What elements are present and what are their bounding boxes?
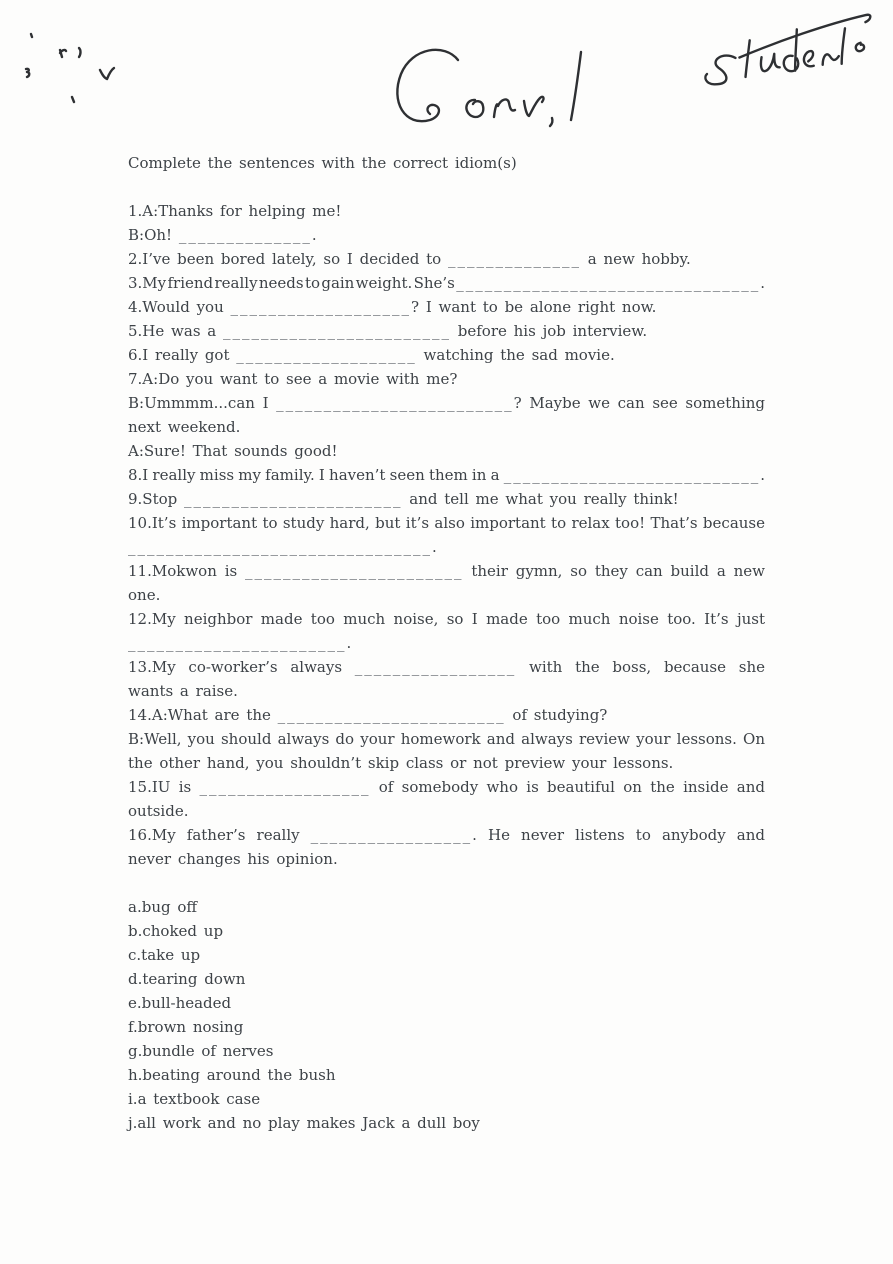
exercise-line: B:Oh! ______________.: [128, 226, 317, 244]
answer-option: h.beating around the bush: [128, 1066, 336, 1084]
exercise-line: 8.I really miss my family. I haven’t seen them in a ___________________________.: [128, 466, 765, 484]
answer-option: c.take up: [128, 946, 201, 964]
answer-option: j.all work and no play makes Jack a dull boy: [128, 1114, 480, 1132]
conv-1-handwriting: [385, 40, 595, 128]
exercise-line: A:Sure! That sounds good!: [128, 442, 338, 460]
exercise-line: one.: [128, 586, 161, 604]
exercise-line: 3.My friend really needs to gain weight. She’s ________________________________.: [128, 274, 765, 292]
exercise-line: wants a raise.: [128, 682, 238, 700]
exercise-line: 15.IU is __________________ of somebody who is beautiful on the inside and: [128, 778, 765, 796]
answer-blank: ________________________: [223, 322, 451, 340]
exercise-line: 16.My father’s really _________________. He never listens to anybody and: [128, 826, 765, 844]
answer-option: i.a textbook case: [128, 1090, 261, 1108]
answer-blank: ___________________________: [503, 466, 761, 484]
answer-blank: ________________________: [277, 706, 506, 724]
exercise-line: 14.A:What are the ________________________ of studying?: [128, 706, 608, 724]
answer-option: f.brown nosing: [128, 1018, 244, 1036]
exercise-line: the other hand, you shouldn’t skip class or not preview your lessons.: [128, 754, 674, 772]
exercise-sentences: [128, 199, 765, 871]
answer-blank: ______________: [178, 226, 312, 244]
exercise-line: 5.He was a ________________________ before his job interview.: [128, 322, 648, 340]
exercise-line: 13.My co-worker’s always _________________ with the boss, because she: [128, 658, 765, 676]
answer-blank: ___________________: [230, 298, 412, 316]
exercise-line: next weekend.: [128, 418, 241, 436]
answer-blank: _________________________: [276, 394, 514, 412]
answer-blank: ________________________________: [128, 538, 432, 556]
exercise-line: 12.My neighbor made too much noise, so I made too much noise too. It’s just: [128, 610, 765, 628]
answer-option: e.bull-headed: [128, 994, 232, 1012]
exercise-line: never changes his opinion.: [128, 850, 338, 868]
exercise-line: 4.Would you ___________________? I want to be alone right now.: [128, 298, 657, 316]
exercise-line: B:Well, you should always do your homework and always review your lessons. On: [128, 730, 765, 748]
students-handwriting: [690, 6, 893, 110]
exercise-line: 9.Stop _______________________ and tell me what you really think!: [128, 490, 679, 508]
answer-option: a.bug off: [128, 898, 198, 916]
answer-blank: ___________________: [236, 346, 417, 364]
answer-blank: ________________________________: [456, 274, 761, 292]
answer-options-list: [128, 895, 765, 1135]
exercise-line: B:Ummmm...can I _________________________? Maybe we can see something: [128, 394, 765, 412]
handwritten-note: [690, 6, 893, 114]
exercise-line: outside.: [128, 802, 189, 820]
answer-option: g.bundle of nerves: [128, 1042, 274, 1060]
exercise-line: 10.It’s important to study hard, but it’s also important to relax too! That’s because: [128, 514, 765, 532]
answer-blank: _______________________: [245, 562, 464, 580]
answer-blank: __________________: [199, 778, 371, 796]
exercise-line: _______________________.: [128, 634, 352, 652]
worksheet-body: [128, 151, 765, 1135]
answer-blank: _________________: [310, 826, 473, 844]
exercise-line: 7.A:Do you want to see a movie with me?: [128, 370, 458, 388]
answer-option: b.choked up: [128, 922, 224, 940]
scan-artifacts: [0, 0, 200, 144]
exercise-line: 2.I’ve been bored lately, so I decided to ______________ a new hobby.: [128, 250, 691, 268]
exercise-line: 1.A:Thanks for helping me!: [128, 202, 342, 220]
answer-blank: _______________________: [128, 634, 347, 652]
answer-blank: _________________: [354, 658, 517, 676]
handwritten-title: [385, 40, 595, 132]
answer-blank: ______________: [447, 250, 581, 268]
exercise-line: 11.Mokwon is _______________________ their gymn, so they can build a new: [128, 562, 765, 580]
answer-option: d.tearing down: [128, 970, 246, 988]
exercise-line: ________________________________.: [128, 538, 437, 556]
instruction-text: Complete the sentences with the correct idiom(s): [128, 154, 517, 172]
answer-blank: _______________________: [184, 490, 403, 508]
exercise-line: 6.I really got ___________________ watching the sad movie.: [128, 346, 615, 364]
